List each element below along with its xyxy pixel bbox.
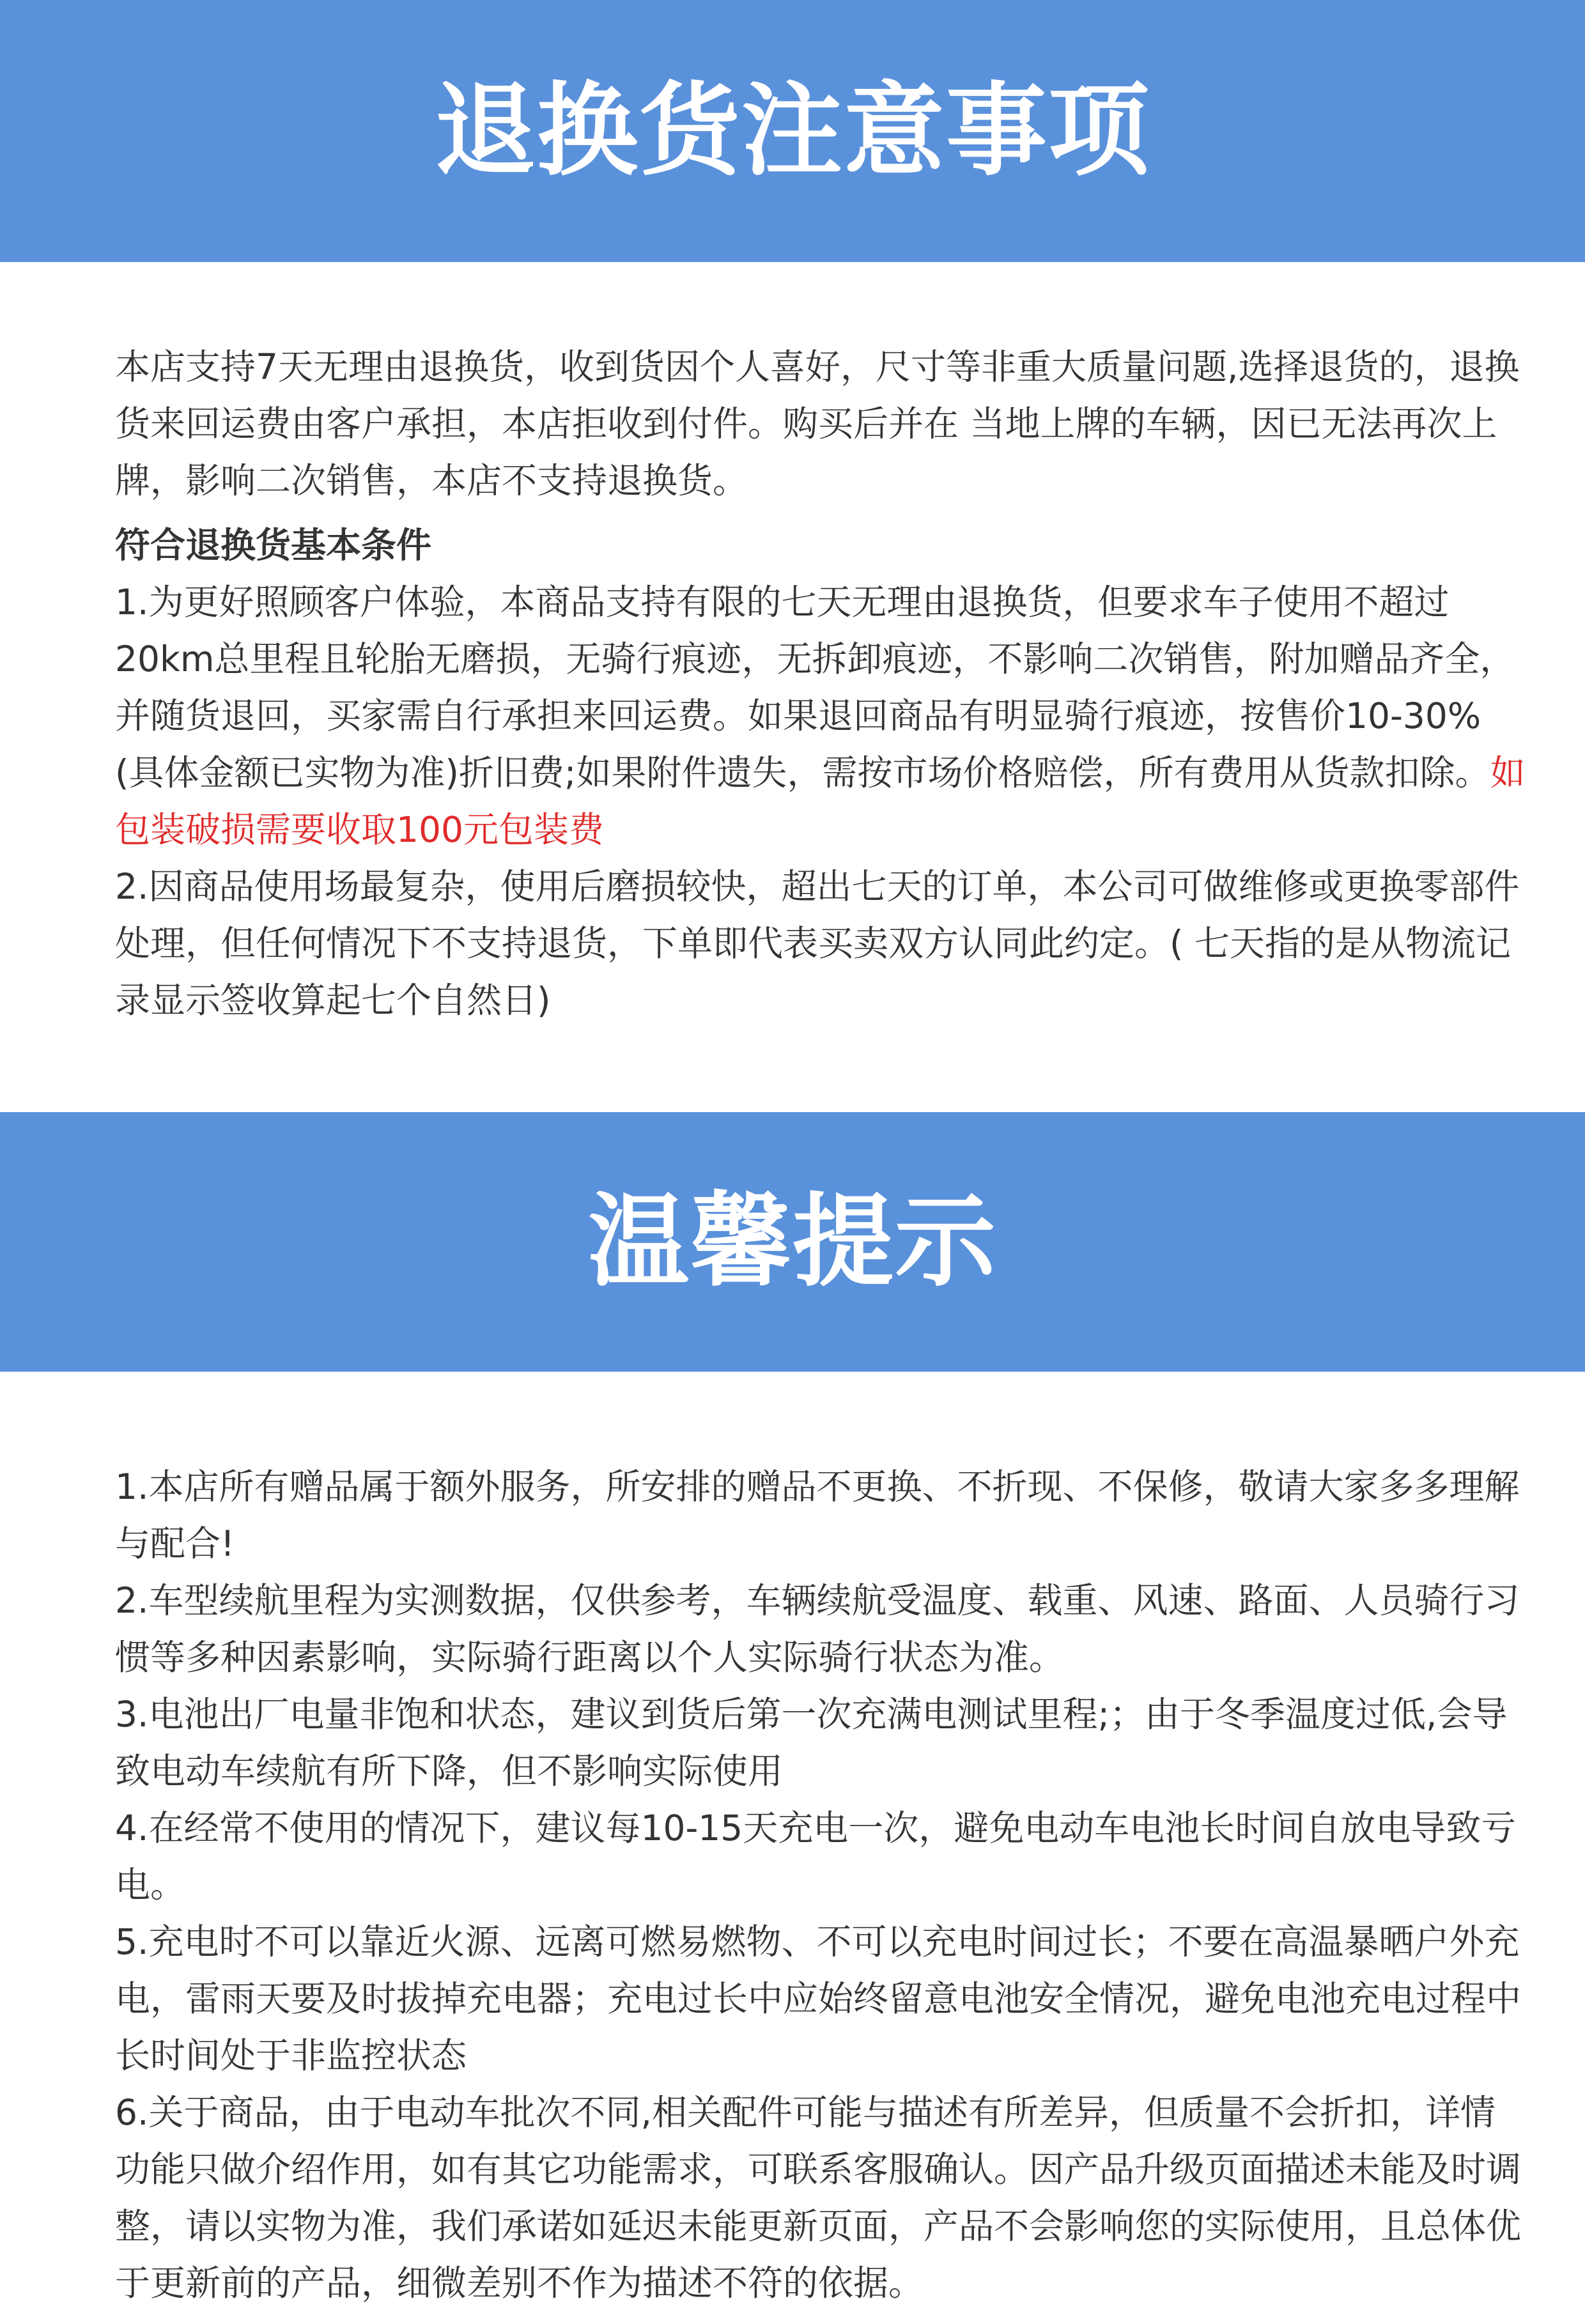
tips-title: 温馨提示: [588, 1183, 997, 1301]
packaging-fee-notice: 如包装破损需要收取100元包装费: [115, 752, 1526, 850]
tip-item: 6.关于商品，由于电动车批次不同,相关配件可能与描述有所差异，但质量不会折扣，详情功能只做介绍作用，如有其它功能需求，可联系客服确认。因产品升级页面描述未能及时调整，请以实物为准，我们承诺如延迟未能更新页面，产品不会影响您的实际使用，且总体优于更新前的产品，细微差别不作为描述不符的依据。: [115, 2092, 1522, 2304]
return-condition-1: [115, 574, 1527, 858]
tip-item: 5.充电时不可以靠近火源、远离可燃易燃物、不可以充电时间过长；不要在高温暴晒户外充电，雷雨天要及时拔掉充电器；充电过长中应始终留意电池安全情况，避免电池充电过程中长时间处于非监控状态: [115, 1921, 1522, 2076]
return-condition-1-text: 1.为更好照顾客户体验，本商品支持有限的七天无理由退换货，但要求车子使用不超过20km总里程且轮胎无磨损，无骑行痕迹，无拆卸痕迹，不影响二次销售，附加赠品齐全，并随货退回，买家需自行承担来回运费。如果退回商品有明显骑行痕迹，按售价10-30% (具体金额已实物为准)折旧费;如果附件遗失，需按市场价格赔偿，所有费用从货款扣除。: [115, 582, 1515, 793]
return-condition-2: 2.因商品使用场最复杂，使用后磨损较快，超出七天的订单，本公司可做维修或更换零部件处理，但任何情况下不支持退货，下单即代表买卖双方认同此约定。( 七天指的是从物流记录显示签收算起七个自然日): [115, 866, 1520, 1021]
returns-header-banner: [0, 0, 1585, 262]
tip-item: 2.车型续航里程为实测数据，仅供参考，车辆续航受温度、载重、风速、路面、人员骑行习惯等多种因素影响，实际骑行距离以个人实际骑行状态为准。: [115, 1580, 1520, 1678]
tip-item: 4.在经常不使用的情况下，建议每10-15天充电一次，避免电动车电池长时间自放电导致亏电。: [115, 1808, 1517, 1905]
conditions-heading: 符合退换货基本条件: [115, 525, 432, 566]
returns-title: 退换货注意事项: [435, 72, 1150, 190]
tips-section: [115, 1459, 1527, 2312]
tip-item: 1.本店所有赠品属于额外服务，所安排的赠品不更换、不折现、不保修，敬请大家多多理解与配合!: [115, 1466, 1520, 1564]
returns-intro: 本店支持7天无理由退换货，收到货因个人喜好，尺寸等非重大质量问题,选择退货的，退换货来回运费由客户承担，本店拒收到付件。购买后并在 当地上牌的车辆，因已无法再次上牌，影响二次销售，本店不支持退换货。: [115, 346, 1520, 501]
tips-header-banner: [0, 1112, 1585, 1372]
tip-item: 3.电池出厂电量非饱和状态，建议到货后第一次充满电测试里程;；由于冬季温度过低,会导致电动车续航有所下降，但不影响实际使用: [115, 1694, 1508, 1792]
returns-section: [115, 339, 1527, 1029]
